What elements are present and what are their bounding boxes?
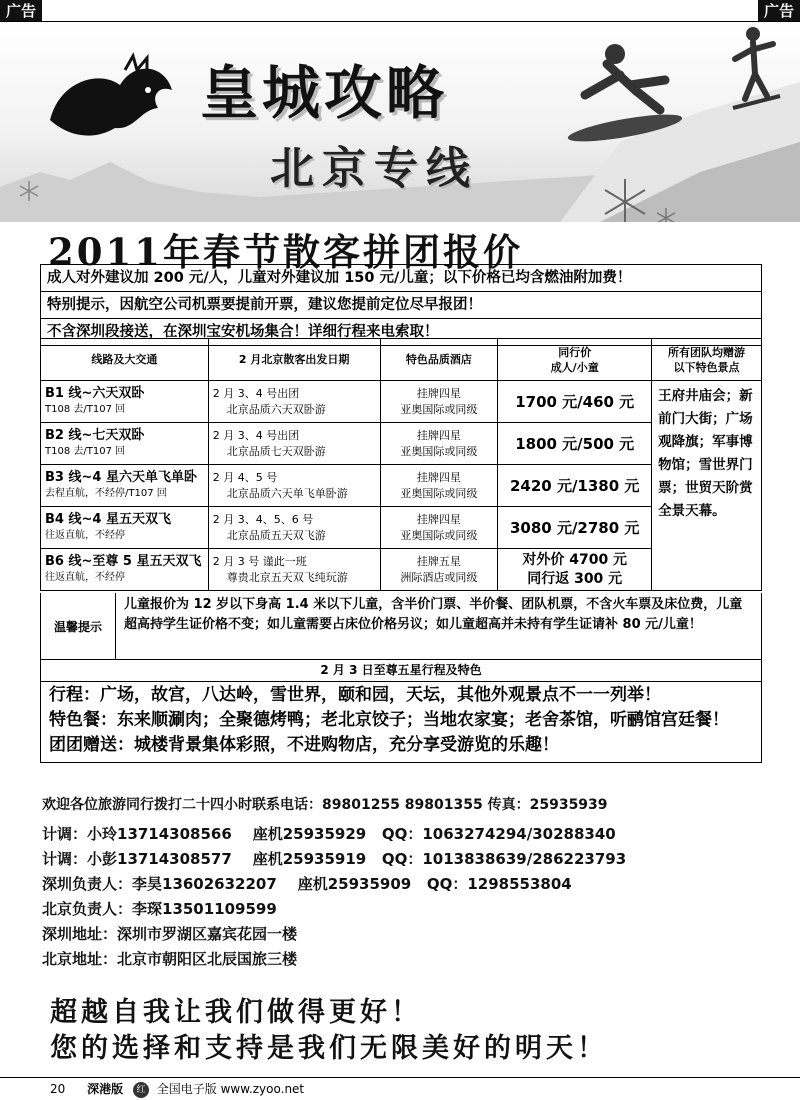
gift-spots: 王府井庙会；新前门大街；广场观降旗；军事博物馆；雪世界门票；世贸天阶赏全景天幕。 — [652, 381, 762, 591]
hotel-name: 亚奥国际或同级 — [400, 402, 478, 416]
tour-name: 北京品质五天双飞游 — [226, 528, 326, 542]
notice-row: 特别提示，因航空公司机票要提前开票，建议您提前定位尽早报团！ — [41, 292, 761, 319]
snowflake-left-icon — [18, 180, 40, 202]
header-route: 线路及大交通 — [41, 339, 209, 381]
price-rebate: 同行返 300 元 — [527, 570, 623, 587]
hotel-grade: 挂牌四星 — [416, 512, 461, 526]
skier-icon — [725, 24, 785, 114]
warm-tip-label: 温馨提示 — [41, 593, 116, 659]
special-header: 2 月 3 日至尊五星行程及特色 — [41, 660, 761, 682]
departure-date: 2 月 3、4 号出团 — [212, 428, 300, 442]
footer — [0, 1077, 800, 1100]
price-value: 3080 元/2780 元 — [498, 507, 652, 549]
route-transport: T108 去/T107 回 — [45, 403, 126, 415]
header-hotel: 特色品质酒店 — [380, 339, 498, 381]
route-name: B3 线~4 星六天单飞单卧 — [45, 469, 197, 485]
table-header-row — [41, 339, 762, 381]
departure-date: 2 月 3、4 号出团 — [212, 386, 300, 400]
ad-tag-right: 广告 — [758, 0, 800, 22]
warm-tip-text: 儿童报价为 12 岁以下身高 1.4 米以下儿童，含半价门票、半价餐、团队机票，不含火车票及床位费，儿童超高持学生证价格不变；如儿童需要占床位价格另议；如儿童超高并未持有学生证请补 80 元/儿童！ — [124, 597, 743, 632]
snowboarder-icon — [565, 40, 695, 150]
route-name: B6 线~至尊 5 星五天双飞 — [45, 553, 202, 569]
tour-name: 尊贵北京五天双飞纯玩游 — [226, 570, 348, 584]
hotel-grade: 挂牌四星 — [416, 470, 461, 484]
route-transport: 往返直航，不经停 — [45, 529, 125, 541]
page-number: 20 — [50, 1082, 66, 1096]
departure-date: 2 月 3、4、5、6 号 — [212, 512, 314, 526]
tour-name: 北京品质六天双卧游 — [226, 402, 326, 416]
route-name: B4 线~4 星五天双飞 — [45, 511, 171, 527]
contact-line: 计调：小彭13714308577 座机25935919 QQ：1013838639/286223793 — [42, 850, 627, 868]
hotel-name: 亚奥国际或同级 — [400, 444, 478, 458]
contact-line: 北京负责人：李琛13501109599 — [42, 900, 277, 918]
snowflake-icon — [600, 177, 650, 222]
price-value: 对外价 4700 元 — [522, 551, 628, 568]
price-value: 1800 元/500 元 — [498, 423, 652, 465]
hotel-name: 洲际酒店或同级 — [400, 570, 478, 584]
ad-tag-left: 广告 — [0, 0, 42, 22]
contact-line: 北京地址：北京市朝阳区北辰国旅三楼 — [42, 950, 298, 968]
contact-line: 计调：小玲13714308566 座机25935929 QQ：1063274294/30288340 — [42, 825, 616, 843]
route-transport: 去程直航，不经停/T107 回 — [45, 487, 167, 499]
banner-subtitle: 北京专线 — [270, 143, 478, 194]
contact-block — [42, 793, 626, 972]
main-title: 2011年春节散客拼团报价 — [48, 230, 523, 274]
tour-name: 北京品质七天双卧游 — [226, 444, 326, 458]
hotel-name: 亚奥国际或同级 — [400, 528, 478, 542]
special-section — [40, 660, 762, 763]
hotel-grade: 挂牌五星 — [416, 554, 461, 568]
departure-date: 2 月 4、5 号 — [212, 470, 278, 484]
notice-row: 不含深圳段接送，在深圳宝安机场集合！详细行程来电索取！ — [41, 319, 761, 346]
route-name: B2 线~七天双卧 — [45, 427, 145, 443]
meals-text: 特色餐：东来顺涮肉；全聚德烤鸭；老北京饺子；当地农家宴；老舍茶馆，听鹂馆宫廷餐！ — [49, 710, 729, 730]
qilin-logo-icon — [40, 50, 180, 150]
header-date: 2 月北京散客出发日期 — [208, 339, 380, 381]
notice-block — [40, 264, 762, 346]
hotline: 欢迎各位旅游同行拨打二十四小时联系电话：89801255 89801355 传真：25935939 — [42, 797, 608, 813]
edition-badge-icon: 红 — [133, 1082, 149, 1098]
route-name: B1 线~六天双卧 — [45, 385, 145, 401]
hotel-name: 亚奥国际或同级 — [400, 486, 478, 500]
contact-line: 深圳地址：深圳市罗湖区嘉宾花园一楼 — [42, 925, 298, 943]
departure-date: 2 月 3 号 谨此一班 — [212, 554, 307, 568]
hotel-grade: 挂牌四星 — [416, 386, 461, 400]
website-link[interactable]: 全国电子版 www.zyoo.net — [156, 1082, 305, 1096]
route-transport: 往返直航，不经停 — [45, 571, 125, 583]
price-value: 1700 元/460 元 — [498, 381, 652, 423]
slogan-line-2: 您的选择和支持是我们无限美好的明天！ — [50, 1033, 608, 1064]
price-value: 2420 元/1380 元 — [498, 465, 652, 507]
warm-tip — [40, 593, 762, 660]
price-table — [40, 338, 762, 591]
tour-name: 北京品质六天单飞单卧游 — [226, 486, 348, 500]
hotel-grade: 挂牌四星 — [416, 428, 461, 442]
contact-line: 深圳负责人：李昊13602632207 座机25935909 QQ：1298553804 — [42, 875, 572, 893]
table-row — [41, 381, 762, 423]
snowflake-small-icon — [655, 207, 677, 222]
header-gift: 所有团队均赠游 以下特色景点 — [652, 339, 762, 381]
notice-row: 成人对外建议加 200 元/人，儿童对外建议加 150 元/儿童；以下价格已均含燃油附加费！ — [41, 265, 761, 292]
header-price: 同行价 成人/小童 — [498, 339, 652, 381]
slogan-line-1: 超越自我让我们做得更好！ — [50, 997, 422, 1028]
gift-text: 团团赠送：城楼背景集体彩照，不进购物店，充分享受游览的乐趣！ — [49, 735, 559, 755]
route-transport: T108 去/T107 回 — [45, 445, 126, 457]
edition-label: 深港版 — [87, 1082, 124, 1096]
itinerary-text: 行程：广场，故宫，八达岭，雪世界，颐和园，天坛，其他外观景点不一一列举！ — [49, 685, 661, 705]
banner-title: 皇城攻略 — [200, 59, 449, 127]
banner — [0, 22, 800, 222]
